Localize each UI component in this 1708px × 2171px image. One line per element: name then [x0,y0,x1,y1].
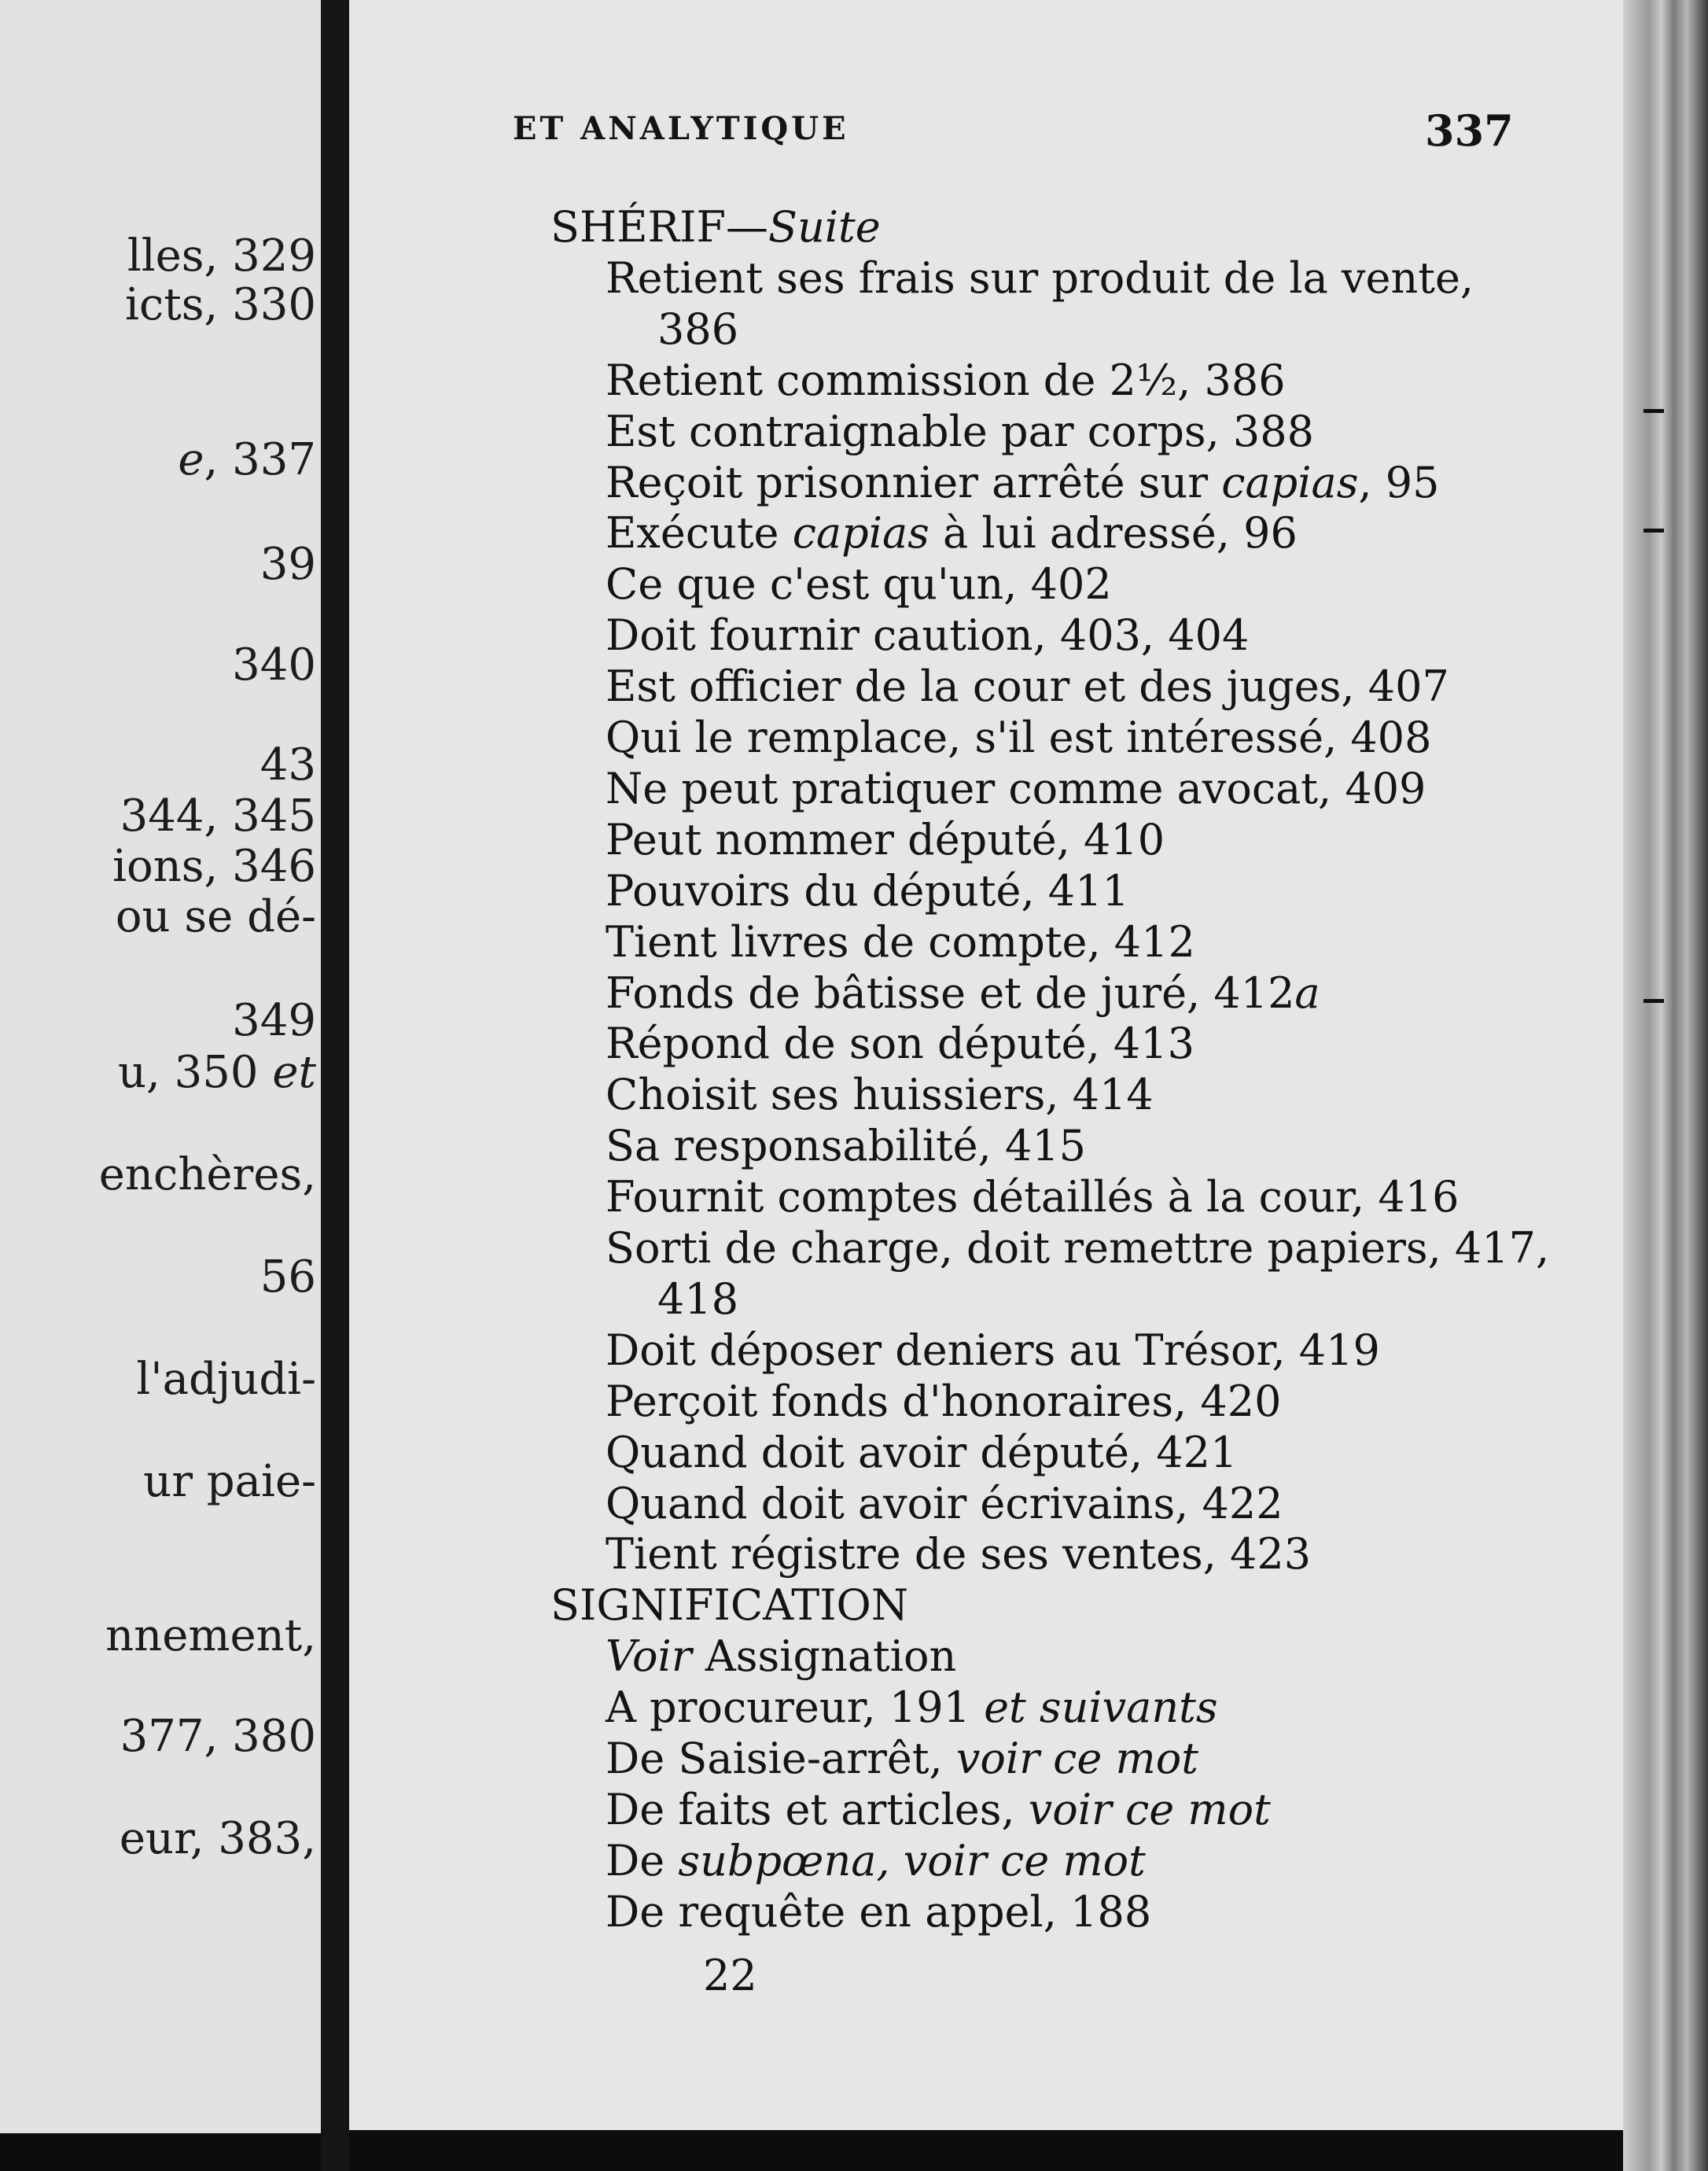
page-number: 337 [1425,105,1514,156]
edge-tick [1644,999,1664,1003]
left-page-fragment: eur, 383, [119,1813,316,1864]
index-continuation: 386 [657,304,739,354]
left-page-fragment: 56 [260,1251,316,1303]
left-page-fragment: ions, 346 [112,841,316,892]
left-page-fragment: l'adjudi- [136,1354,316,1405]
edge-tick [1644,409,1664,413]
index-entry: Sorti de charge, doit remettre papiers, 417, [606,1223,1550,1273]
index-entry: Tient livres de compte, 412 [606,917,1195,967]
index-entry: Quand doit avoir député, 421 [606,1428,1238,1477]
left-page-fragment: ou se dé- [115,891,316,942]
running-header: ET ANALYTIQUE [513,110,849,147]
left-page-fragment: 377, 380 [120,1711,316,1762]
index-entry: Retient commission de 2½, 386 [606,356,1286,405]
index-entry: Répond de son député, 413 [606,1019,1194,1068]
index-entry: Tient régistre de ses ventes, 423 [606,1529,1312,1579]
index-entry: Pouvoirs du député, 411 [606,866,1129,916]
index-entry: A procureur, 191 et suivants [606,1683,1218,1732]
index-entry: Sa responsabilité, 415 [606,1121,1087,1170]
index-entry: Ne peut pratiquer comme avocat, 409 [606,764,1426,813]
index-entry: De faits et articles, voir ce mot [606,1785,1271,1834]
index-continuation: 418 [657,1274,739,1324]
index-entry: Perçoit fonds d'honoraires, 420 [606,1377,1282,1426]
book-gutter [321,0,349,2171]
left-page-fragment: enchères, [98,1149,316,1200]
left-page-fragment: ur paie- [143,1456,316,1507]
index-entry: Peut nommer député, 410 [606,815,1165,864]
left-page-fragment: nnement, [105,1610,316,1661]
index-entry: Doit fournir caution, 403, 404 [606,610,1250,660]
index-entry: Qui le remplace, s'il est intéressé, 408 [606,713,1432,762]
index-heading: SHÉRIF—Suite [550,202,881,252]
left-page-fragment: 344, 345 [120,791,316,842]
index-entry: Doit déposer deniers au Trésor, 419 [606,1325,1380,1375]
index-entry: Reçoit prisonnier arrêté sur capias, 95 [606,458,1440,507]
index-entry: Fournit comptes détaillés à la cour, 416 [606,1172,1460,1222]
index-entry: Voir Assignation [606,1631,957,1681]
edge-tick [1644,529,1664,533]
index-entry: Est officier de la cour et des juges, 407 [606,662,1449,711]
index-entry: De Saisie-arrêt, voir ce mot [606,1734,1198,1783]
index-entry: Retient ses frais sur produit de la vente, [606,253,1474,303]
left-page-fragment: 43 [260,739,316,791]
index-entry: Quand doit avoir écrivains, 422 [606,1479,1283,1528]
index-entry: De requête en appel, 188 [606,1887,1152,1937]
index-entry: Est contraignable par corps, 388 [606,407,1314,456]
left-page-fragment: u, 350 et [117,1047,316,1098]
left-page-fragment: 340 [232,640,316,691]
index-entry: Fonds de bâtisse et de juré, 412a [606,968,1320,1018]
left-page-fragment: icts, 330 [124,279,316,330]
left-page [0,0,321,2133]
left-page-fragment: 349 [232,995,316,1046]
index-entry: Ce que c'est qu'un, 402 [606,559,1112,609]
left-page-fragment: e, 337 [178,434,316,485]
index-heading: SIGNIFICATION [550,1580,909,1630]
index-entry: Choisit ses huissiers, 414 [606,1070,1154,1119]
signature-mark: 22 [703,1951,757,2000]
left-page-fragment: 39 [260,539,316,590]
left-page-fragment: lles, 329 [127,230,316,282]
page-edge [1623,0,1708,2171]
index-entry: Exécute capias à lui adressé, 96 [606,508,1298,558]
index-entry: De subpœna, voir ce mot [606,1836,1146,1885]
